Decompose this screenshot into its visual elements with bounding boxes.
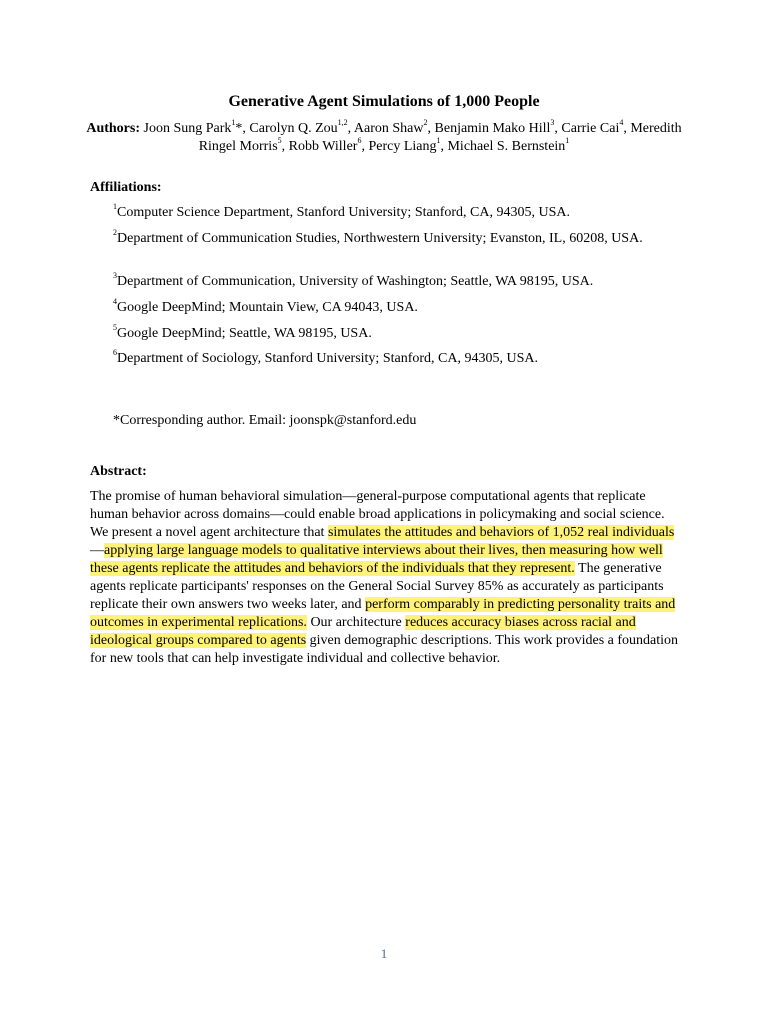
author-name: Michael S. Bernstein — [447, 139, 566, 154]
author-affiliation-sup: 1 — [565, 136, 570, 146]
affiliation-text: Google DeepMind; Seattle, WA 98195, USA. — [117, 326, 372, 341]
author-affiliation-sup: 3 — [550, 118, 555, 128]
author-affiliation-sup: 1 — [231, 118, 236, 128]
abstract-text: The promise of human behavioral simulation—general-purpose computational agents that replicate human behavior across domains—could enable broad applications in policymaking and social science. We present a novel agent architecture that — [90, 489, 665, 540]
author-name: Carrie Cai — [561, 121, 620, 136]
author-affiliation-sup: 1,2 — [337, 118, 348, 128]
abstract-highlight: perform comparably in predicting personality traits and outcomes in experimental replications. — [90, 597, 676, 630]
author-name: Benjamin Mako Hill — [434, 121, 551, 136]
author-name: Aaron Shaw — [353, 121, 424, 136]
author-name: Percy Liang — [368, 139, 437, 154]
authors-label: Authors: — [86, 121, 140, 136]
affiliation-item — [113, 230, 673, 247]
abstract-text: — — [90, 543, 104, 558]
abstract-text: The generative agents replicate participants' responses on the General Social Survey 85% as accurately as participants replicate their own answers two weeks later, and — [90, 561, 664, 612]
affiliation-item — [113, 299, 673, 316]
affiliation-sup: 3 — [113, 271, 117, 281]
affiliation-sup: 4 — [113, 297, 117, 307]
abstract-text: Our architecture — [306, 615, 406, 630]
author-name: Carolyn Q. Zou — [249, 121, 338, 136]
affiliation-item — [113, 325, 673, 342]
authors-names: Joon Sung Park$^1$*, Carolyn Q. Zou$^{1,2}$, Aaron Shaw$^2$, Benjamin Mako Hill$^3$, Carrie Cai$^4$, Meredith Ringel Morris$^5$, Robb Willer$^6$, Percy Liang$^1$, Michael S. Bernstein$^1$ — [143, 118, 682, 154]
affiliation-sup: 5 — [113, 323, 117, 333]
abstract-body — [90, 488, 682, 668]
affiliation-sup: 6 — [113, 348, 117, 358]
abstract-highlight: reduces accuracy biases across racial and ideological groups compared to agents — [90, 615, 636, 648]
author-affiliation-sup: 4 — [619, 118, 624, 128]
abstract-heading: Abstract: — [90, 464, 147, 479]
corresponding-author: *Corresponding author. Email: joonspk@stanford.edu — [113, 413, 417, 428]
affiliation-item — [113, 350, 673, 367]
author-affiliation-sup: 5 — [277, 136, 282, 146]
author-affiliation-sup: 6 — [357, 136, 362, 146]
affiliation-sup: 1 — [113, 202, 117, 212]
abstract-text: given demographic descriptions. This work provides a foundation for new tools that can help investigate individual and collective behavior. — [90, 633, 679, 666]
affiliation-text: Department of Communication Studies, Northwestern University; Evanston, IL, 60208, USA. — [117, 231, 643, 246]
affiliation-item — [113, 273, 673, 290]
abstract-highlight: simulates the attitudes and behaviors of 1,052 real individuals — [327, 525, 675, 540]
page-number: 1 — [380, 946, 388, 961]
affiliation-text: Department of Communication, University of Washington; Seattle, WA 98195, USA. — [117, 274, 594, 289]
affiliations-heading: Affiliations: — [90, 180, 162, 195]
affiliation-item — [113, 204, 673, 221]
author-affiliation-sup: 1 — [436, 136, 441, 146]
affiliation-text: Department of Sociology, Stanford University; Stanford, CA, 94305, USA. — [117, 351, 538, 366]
abstract-highlight: applying large language models to qualitative interviews about their lives, then measuring how well these agents replicate the attitudes and behaviors of the individuals that they represent. — [90, 543, 663, 576]
author-affiliation-sup: 2 — [423, 118, 428, 128]
author-name: Robb Willer — [288, 139, 358, 154]
affiliation-text: Google DeepMind; Mountain View, CA 94043, USA. — [117, 300, 418, 315]
affiliation-sup: 2 — [113, 228, 117, 238]
affiliation-text: Computer Science Department, Stanford University; Stanford, CA, 94305, USA. — [117, 205, 570, 220]
author-name: Joon Sung Park — [143, 121, 232, 136]
author-list — [80, 120, 688, 156]
author-name: Meredith Ringel Morris — [198, 121, 682, 154]
paper-title: Generative Agent Simulations of 1,000 People — [228, 93, 540, 110]
